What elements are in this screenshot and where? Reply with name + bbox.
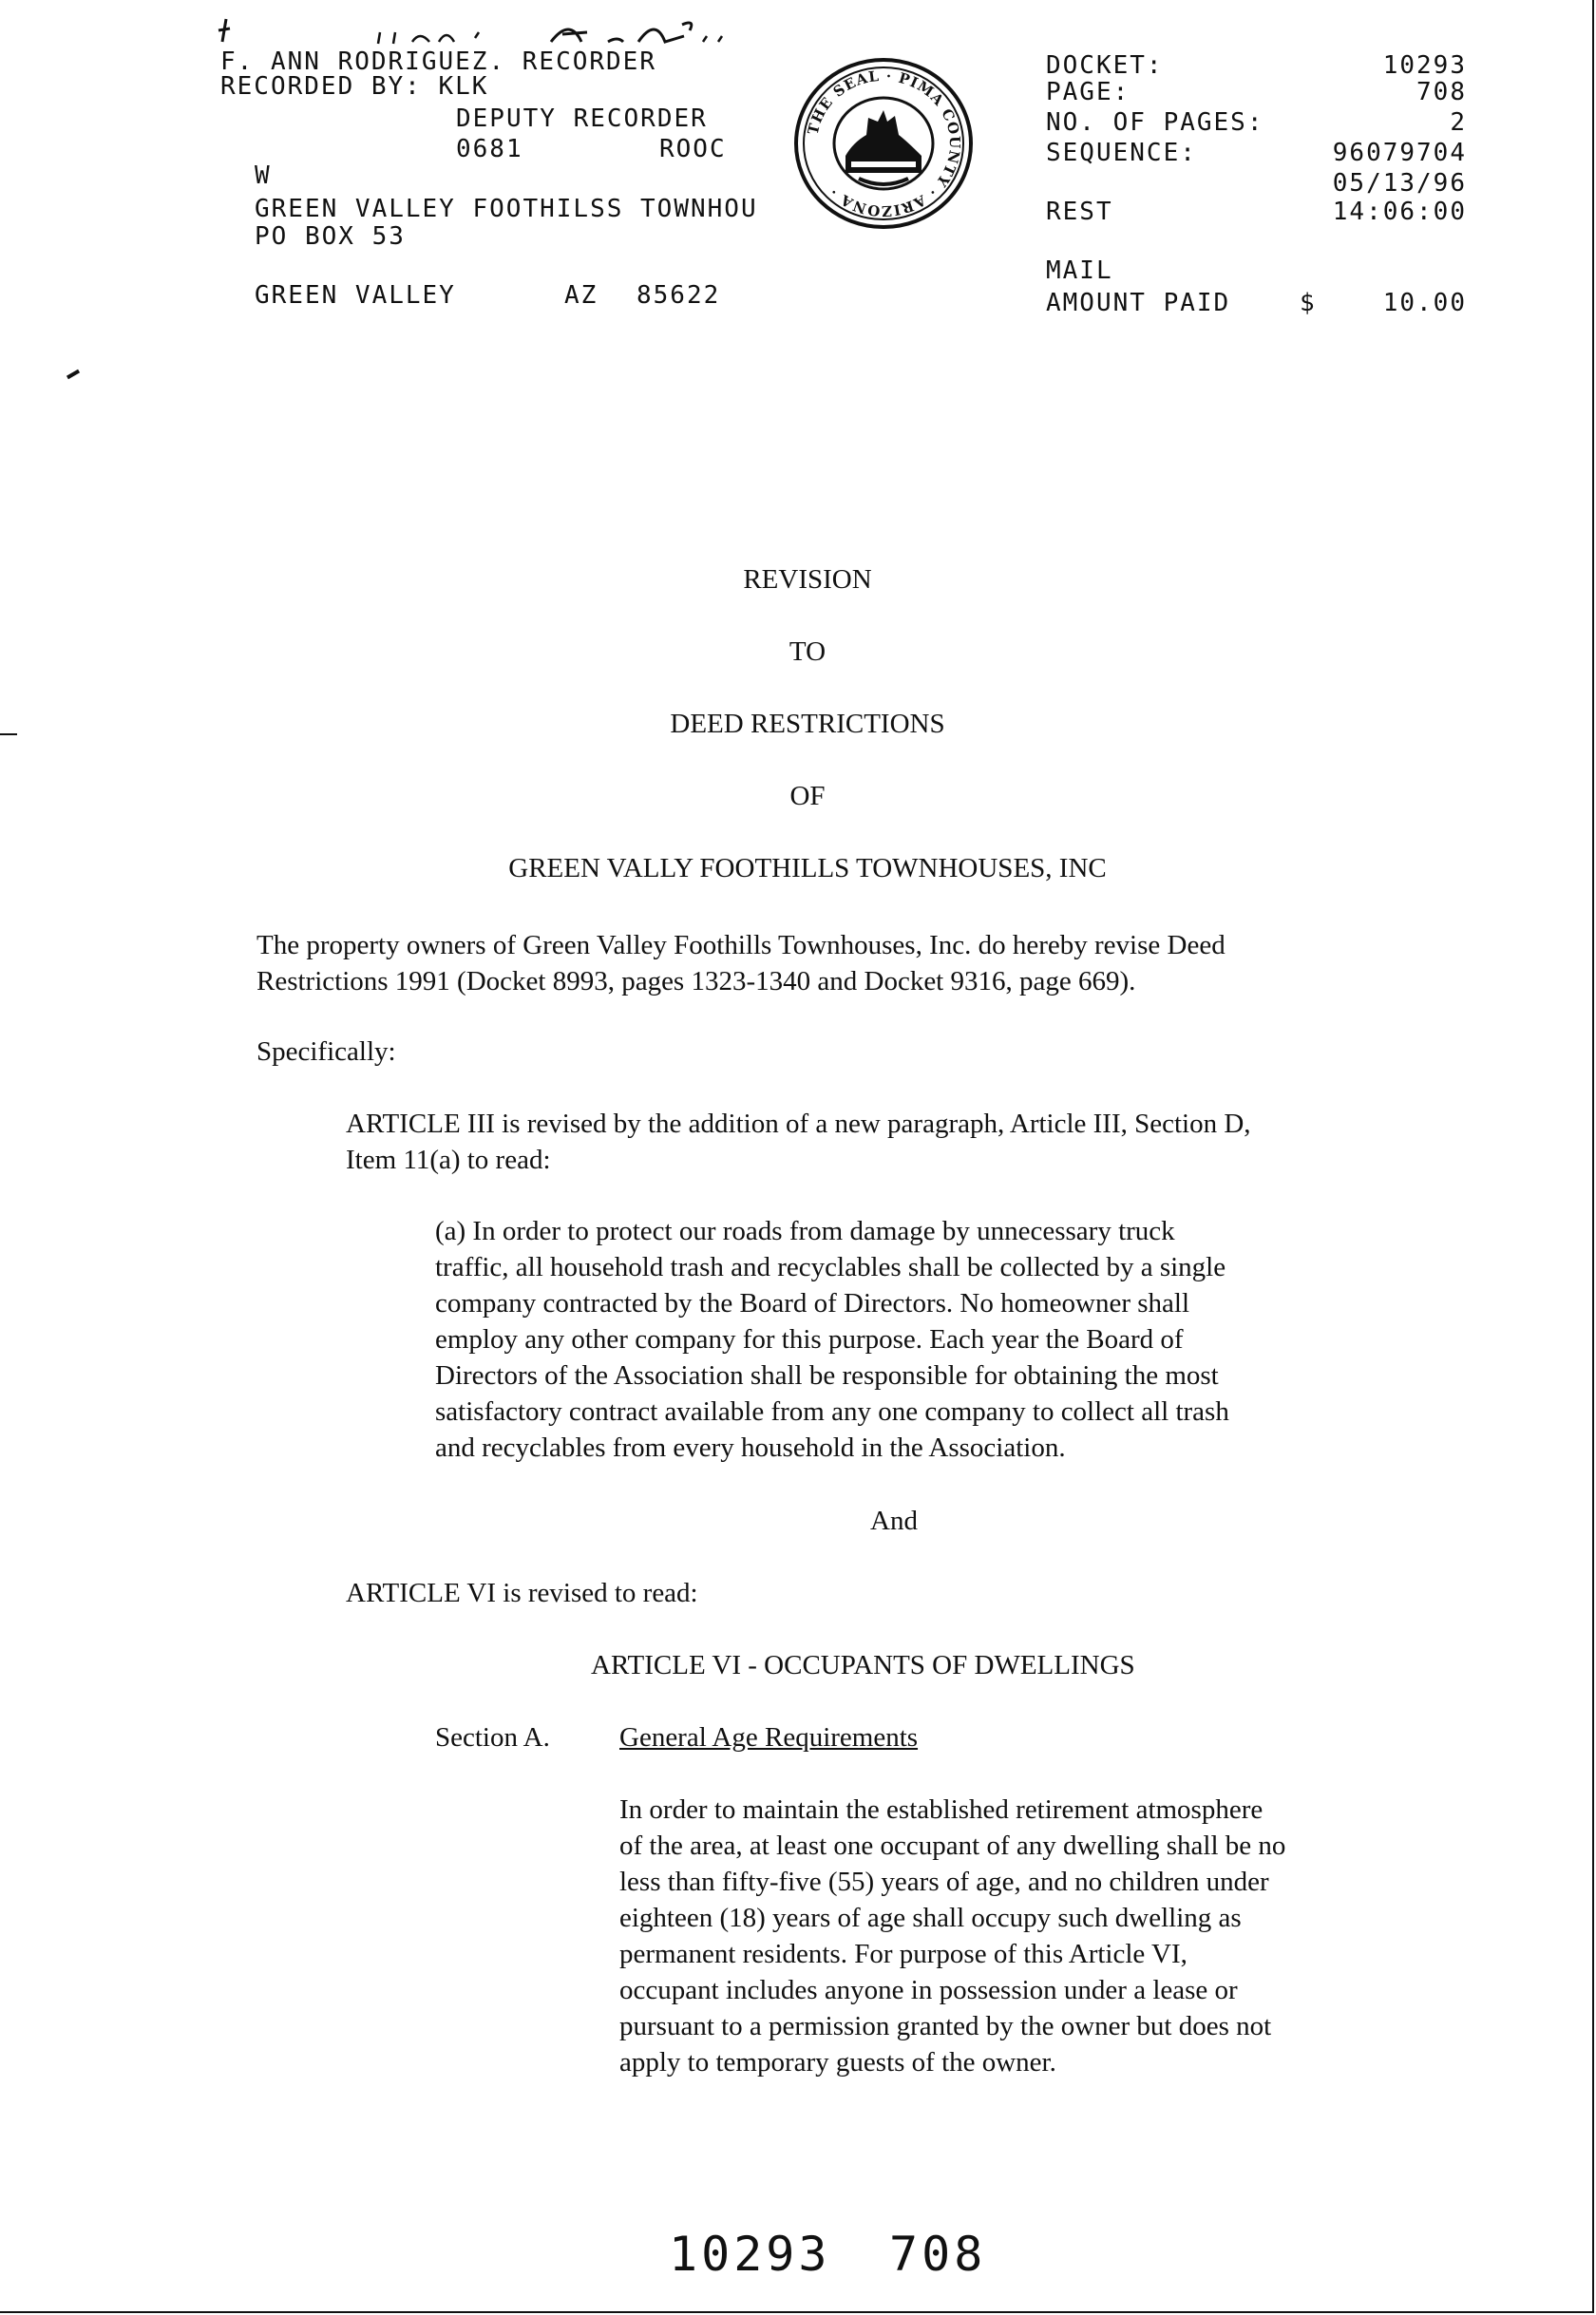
section-a-line: pursuant to a permission granted by the owner but does not [619, 2011, 1272, 2041]
mail-label: MAIL [1046, 256, 1113, 285]
county-seal [792, 55, 975, 232]
title-company: GREEN VALLY FOOTHILLS TOWNHOUSES, INC [508, 853, 1107, 883]
item-a-line: (a) In order to protect our roads from damage by unnecessary truck [435, 1216, 1175, 1246]
section-a-line: eighteen (18) years of age shall occupy such dwelling as [619, 1903, 1242, 1933]
item-a-line: Directors of the Association shall be responsible for obtaining the most [435, 1360, 1219, 1391]
page-label: PAGE: [1046, 78, 1130, 106]
title-of: OF [789, 781, 826, 811]
section-a-line: occupant includes anyone in possession under a lease or [619, 1975, 1238, 2005]
item-a-line: satisfactory contract available from any one company to collect all trash [435, 1396, 1229, 1427]
addressee-name: GREEN VALLEY FOOTHILSS TOWNHOU [255, 195, 758, 223]
article-vi-intro: ARTICLE VI is revised to read: [346, 1578, 698, 1608]
section-a-line: of the area, at least one occupant of any dwelling shall be no [619, 1831, 1286, 1861]
section-a-title: General Age Requirements [619, 1722, 919, 1753]
sequence-value: 96079704 [1332, 139, 1467, 167]
intro-line: The property owners of Green Valley Foothills Townhouses, Inc. do hereby revise Deed [256, 930, 1226, 960]
recorder-line: F. ANN RODRIGUEZ. RECORDER [220, 47, 656, 76]
item-a-paragraph [435, 1213, 1229, 1466]
and-connector: And [870, 1506, 918, 1536]
section-a-line: In order to maintain the established retirement atmosphere [619, 1794, 1264, 1825]
section-a-paragraph [619, 1792, 1285, 2080]
section-a-line: less than fifty-five (55) years of age, and no children under [619, 1867, 1269, 1897]
pages-label: NO. OF PAGES: [1046, 108, 1264, 137]
sequence-label: SEQUENCE: [1046, 139, 1197, 167]
docket-label: DOCKET: [1046, 51, 1164, 80]
title-revision: REVISION [743, 564, 872, 595]
item-a-line: employ any other company for this purpose. Each year the Board of [435, 1324, 1184, 1355]
footer-docket-number: 10293 [669, 2227, 831, 2282]
article-iii-line: Item 11(a) to read: [346, 1145, 551, 1175]
intro-line: Restrictions 1991 (Docket 8993, pages 1323-1340 and Docket 9316, page 669). [256, 966, 1136, 996]
recorder-code-1: 0681 [456, 135, 523, 163]
item-a-line: traffic, all household trash and recyclables shall be collected by a single [435, 1252, 1226, 1282]
recorder-code-2: ROOC [659, 135, 727, 163]
article-iii-line: ARTICLE III is revised by the addition of a new paragraph, Article III, Section D, [346, 1109, 1251, 1139]
article-vi-heading: ARTICLE VI - OCCUPANTS OF DWELLINGS [591, 1650, 1135, 1680]
section-a-line: apply to temporary guests of the owner. [619, 2047, 1056, 2078]
addressee-po-box: PO BOX 53 [255, 222, 406, 251]
pages-value: 2 [1450, 108, 1467, 137]
svg-text:THE SEAL · PIMA COUNTY · ARIZO: THE SEAL · PIMA COUNTY · ARIZONA · [804, 66, 964, 220]
title-to: TO [788, 636, 826, 667]
record-time: 14:06:00 [1332, 198, 1467, 226]
handwritten-annotation [209, 13, 779, 51]
addressee-state: AZ [564, 281, 598, 310]
addressee-city: GREEN VALLEY [255, 281, 456, 310]
addressee-zip: 85622 [636, 281, 721, 310]
section-a-label: Section A. [435, 1722, 550, 1753]
record-date: 05/13/96 [1332, 169, 1467, 198]
page-value: 708 [1416, 78, 1467, 106]
deputy-recorder: DEPUTY RECORDER [456, 104, 708, 133]
title-deed-restrictions: DEED RESTRICTIONS [670, 709, 945, 739]
amount-label: AMOUNT PAID [1046, 289, 1231, 317]
recorded-by: RECORDED BY: KLK [220, 72, 489, 101]
amount-value: 10.00 [1382, 289, 1467, 317]
rest-label: REST [1046, 198, 1113, 226]
section-a-line: permanent residents. For purpose of this Article VI, [619, 1939, 1188, 1969]
w-marker: W [255, 161, 272, 190]
docket-value: 10293 [1382, 51, 1467, 80]
intro-paragraph [256, 927, 1226, 999]
specifically-label: Specifically: [256, 1036, 396, 1067]
item-a-line: and recyclables from every household in the Association. [435, 1433, 1066, 1463]
currency-symbol: $ [1300, 289, 1317, 317]
item-a-line: company contracted by the Board of Directors. No homeowner shall [435, 1288, 1190, 1319]
article-iii-paragraph [346, 1106, 1251, 1178]
footer-page-number: 708 [889, 2227, 987, 2282]
